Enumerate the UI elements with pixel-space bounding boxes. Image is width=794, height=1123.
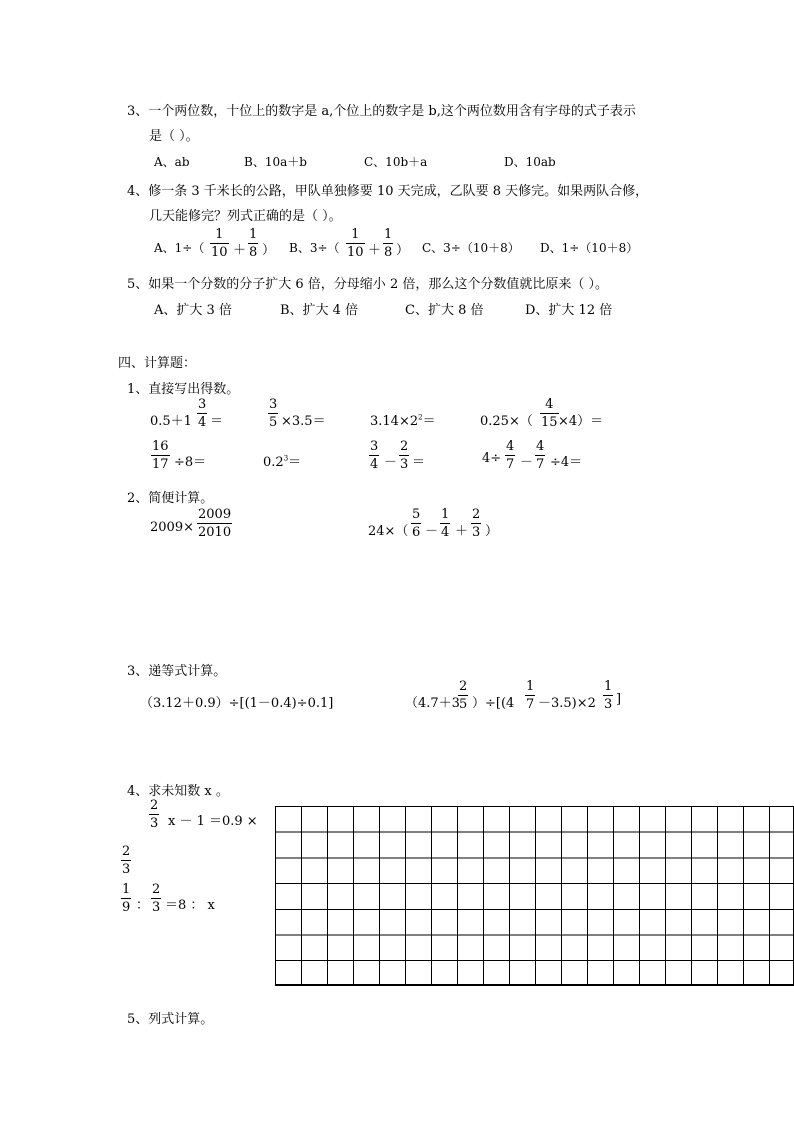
- denominator: 10: [347, 245, 364, 260]
- equals-sign: ＝: [288, 455, 302, 470]
- denominator: 9: [122, 900, 131, 915]
- simplify-1-fraction: [197, 508, 232, 539]
- equation-1-rest: x － 1 ＝0.9 ×: [168, 814, 258, 829]
- recursive-1: （3.12＋0.9）÷[(1－0.4)÷0.1]: [140, 696, 334, 711]
- expr-1-fraction: [197, 398, 207, 429]
- simplify-2-fraction-2: [440, 508, 450, 539]
- expr-3-base: 3.14×2: [370, 414, 419, 429]
- expr-8-fraction-1: [505, 440, 515, 471]
- numerator: 3: [370, 439, 379, 454]
- q3-line1: 3、一个两位数，十位上的数字是 a,个位上的数字是 b,这个两位数用含有字母的式子表示: [127, 104, 636, 119]
- plus-sign: ＋: [455, 524, 469, 539]
- denominator: 3: [604, 697, 613, 712]
- expr-7-fraction-1: [369, 440, 379, 471]
- expr-4-prefix: 0.25×（: [480, 414, 533, 429]
- numerator: 3: [269, 397, 278, 412]
- simplify-2-fraction-1: [411, 508, 421, 539]
- numerator: 4: [506, 439, 515, 454]
- expr-8-prefix: 4÷: [482, 451, 502, 466]
- numerator: 1: [249, 227, 258, 242]
- minus-sign: －: [425, 524, 439, 539]
- expr-4-suffix: ×4）＝: [558, 414, 604, 429]
- close-paren: ）: [262, 243, 276, 258]
- numerator: 1: [604, 679, 613, 694]
- sub-question-3: 3、递等式计算。: [127, 664, 227, 679]
- minus-sign: －: [384, 455, 398, 470]
- q4-option-a-prefix: A、1÷（: [154, 241, 205, 255]
- q4-option-b-fraction-1: [346, 228, 365, 259]
- q4-option-d: D、1÷（10＋8）: [540, 241, 639, 255]
- equals-sign: ＝: [210, 414, 224, 429]
- expr-8-suffix: ÷4＝: [550, 455, 583, 470]
- q3-option-d: D、10ab: [504, 155, 556, 169]
- recursive-2-fraction-1: [458, 680, 468, 711]
- expr-8-fraction-2: [535, 440, 545, 471]
- numerator: 1: [526, 679, 535, 694]
- numerator: 2: [122, 844, 131, 859]
- denominator: 17: [152, 457, 169, 472]
- q4-option-a-fraction-1: [210, 228, 229, 259]
- sub-question-2: 2、简便计算。: [127, 491, 214, 506]
- denominator: 10: [211, 245, 228, 260]
- numerator: 1: [384, 227, 393, 242]
- simplify-1-prefix: 2009×: [150, 520, 194, 535]
- ratio-colon: ：: [136, 898, 150, 913]
- q5-line1: 5、如果一个分数的分子扩大 6 倍，分母缩小 2 倍，那么这个分数值就比原来（ ）。: [127, 277, 608, 292]
- expr-6-base: 0.2: [263, 455, 284, 470]
- recursive-2-middle: ）÷[(4: [472, 696, 515, 711]
- exponent: 2: [418, 413, 423, 422]
- plus-sign: ＋: [368, 243, 382, 258]
- numerator: 4: [545, 397, 554, 412]
- sub-question-5: 5、列式计算。: [127, 1012, 214, 1027]
- q3-option-a: A、ab: [154, 155, 190, 169]
- numerator: 2: [400, 439, 409, 454]
- sub-question-4: 4、求未知数 x 。: [127, 784, 229, 799]
- denominator: 15: [541, 415, 558, 430]
- denominator: 6: [412, 525, 421, 540]
- recursive-2-prefix: （4.7＋3: [405, 696, 460, 711]
- sub-question-1: 1、直接写出得数。: [127, 382, 240, 397]
- q4-option-b-fraction-2: [383, 228, 393, 259]
- expr-5-fraction: [151, 440, 170, 471]
- section-title: 四、计算题：: [118, 356, 197, 371]
- q4-option-c: C、3÷（10＋8）: [422, 241, 520, 255]
- equals-sign: ＝: [412, 455, 426, 470]
- expr-1-prefix: 0.5＋1: [150, 414, 192, 429]
- denominator: 7: [526, 697, 535, 712]
- denominator: 5: [459, 697, 468, 712]
- expr-4-fraction: [540, 398, 559, 429]
- q4-option-b-prefix: B、3÷（: [289, 241, 340, 255]
- expr-3: [370, 410, 436, 429]
- denominator: 2010: [198, 525, 232, 540]
- exponent: 3: [283, 454, 289, 463]
- recursive-2-suffix: ]: [616, 692, 622, 707]
- close-paren: ）: [396, 243, 410, 258]
- equation-1-fraction-2: [121, 845, 131, 876]
- numerator: 2: [152, 882, 161, 897]
- q3-option-c: C、10b＋a: [364, 155, 428, 169]
- minus-sign: －: [520, 455, 534, 470]
- denominator: 3: [152, 900, 161, 915]
- q4-line2: 几天能修完？列式正确的是（ ）。: [149, 209, 342, 224]
- q5-option-d: D、扩大 12 倍: [525, 303, 613, 318]
- numerator: 1: [122, 882, 131, 897]
- q5-option-c: C、扩大 8 倍: [405, 303, 484, 318]
- denominator: 3: [122, 862, 131, 877]
- expr-5-suffix: ÷8＝: [174, 455, 207, 470]
- denominator: 3: [150, 816, 159, 831]
- equation-2-rest: ＝8 ： x: [165, 898, 215, 913]
- expr-6: [263, 451, 301, 470]
- numerator: 2: [472, 507, 481, 522]
- numerator: 2009: [198, 507, 232, 522]
- denominator: 4: [370, 457, 379, 472]
- close-paren: ）: [485, 524, 499, 539]
- expr-7-fraction-2: [399, 440, 409, 471]
- equation-2-fraction-1: [121, 883, 131, 914]
- recursive-2-fraction-3: [603, 680, 613, 711]
- denominator: 3: [400, 457, 409, 472]
- denominator: 8: [384, 245, 393, 260]
- denominator: 3: [472, 525, 481, 540]
- simplify-2-prefix: 24×（: [368, 524, 409, 539]
- answer-grid: [275, 806, 794, 986]
- equation-1-fraction: [149, 799, 159, 830]
- denominator: 4: [441, 525, 450, 540]
- recursive-2-middle-2: －3.5)×2: [538, 696, 596, 711]
- q3-option-b: B、10a＋b: [244, 155, 307, 169]
- numerator: 3: [198, 397, 207, 412]
- denominator: 8: [249, 245, 258, 260]
- numerator: 5: [412, 507, 421, 522]
- q3-line2: 是（ ）。: [149, 129, 199, 144]
- recursive-2-fraction-2: [525, 680, 535, 711]
- numerator: 16: [152, 439, 169, 454]
- numerator: 1: [215, 227, 224, 242]
- numerator: 2: [150, 798, 159, 813]
- q5-option-a: A、扩大 3 倍: [154, 303, 232, 318]
- denominator: 7: [506, 457, 515, 472]
- denominator: 5: [269, 415, 278, 430]
- expr-2-suffix: ×3.5＝: [281, 414, 326, 429]
- numerator: 2: [459, 679, 468, 694]
- numerator: 4: [536, 439, 545, 454]
- q4-line1: 4、修一条 3 千米长的公路，甲队单独修要 10 天完成，乙队要 8 天修完。如果两队合修，: [127, 184, 649, 199]
- denominator: 4: [198, 415, 207, 430]
- numerator: 1: [351, 227, 360, 242]
- numerator: 1: [441, 507, 450, 522]
- expr-2-fraction: [268, 398, 278, 429]
- simplify-2-fraction-3: [471, 508, 481, 539]
- denominator: 7: [536, 457, 545, 472]
- q4-option-a-fraction-2: [248, 228, 258, 259]
- equals-sign: ＝: [422, 414, 436, 429]
- equation-2-fraction-2: [151, 883, 161, 914]
- plus-sign: ＋: [233, 243, 247, 258]
- q5-option-b: B、扩大 4 倍: [280, 303, 359, 318]
